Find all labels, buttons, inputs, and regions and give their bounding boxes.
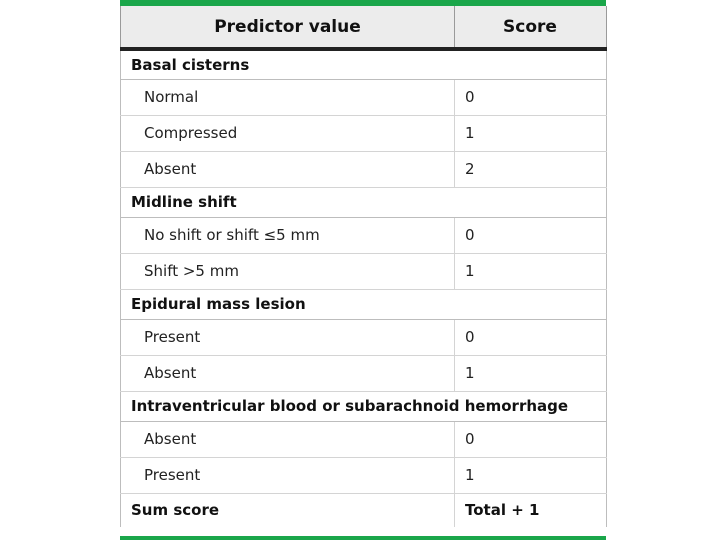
- item-score: 1: [455, 115, 607, 151]
- group-row-intraventricular-blood: [121, 391, 607, 421]
- sum-score-row: [121, 493, 607, 527]
- item-score: 0: [455, 79, 607, 115]
- table-row: [121, 355, 607, 391]
- item-score: 2: [455, 151, 607, 187]
- item-label: Normal: [121, 79, 455, 115]
- group-row-midline-shift: [121, 187, 607, 217]
- item-score: 1: [455, 457, 607, 493]
- table-row: [121, 319, 607, 355]
- item-score: 1: [455, 253, 607, 289]
- group-title: Intraventricular blood or subarachnoid hemorrhage: [121, 391, 607, 421]
- sum-score-value: Total + 1: [455, 493, 607, 527]
- group-row-basal-cisterns: [121, 49, 607, 79]
- header-score: Score: [455, 6, 607, 49]
- item-score: 0: [455, 319, 607, 355]
- sum-score-label: Sum score: [121, 493, 455, 527]
- score-table-container: [120, 0, 606, 540]
- table-row: [121, 79, 607, 115]
- item-label: Present: [121, 319, 455, 355]
- table-row: [121, 421, 607, 457]
- item-label: Absent: [121, 151, 455, 187]
- group-row-epidural-mass-lesion: [121, 289, 607, 319]
- item-label: Absent: [121, 421, 455, 457]
- item-label: Shift >5 mm: [121, 253, 455, 289]
- table-row: [121, 457, 607, 493]
- group-title: Midline shift: [121, 187, 607, 217]
- group-title: Epidural mass lesion: [121, 289, 607, 319]
- item-score: 0: [455, 217, 607, 253]
- table-row: [121, 115, 607, 151]
- item-label: Absent: [121, 355, 455, 391]
- item-score: 1: [455, 355, 607, 391]
- item-label: No shift or shift ≤5 mm: [121, 217, 455, 253]
- table-row: [121, 151, 607, 187]
- item-label: Compressed: [121, 115, 455, 151]
- header-predictor-value: Predictor value: [121, 6, 455, 49]
- item-label: Present: [121, 457, 455, 493]
- table-row: [121, 217, 607, 253]
- item-score: 0: [455, 421, 607, 457]
- table-row: [121, 253, 607, 289]
- table-header-row: [121, 6, 607, 49]
- score-table: [120, 6, 607, 527]
- group-title: Basal cisterns: [121, 49, 607, 79]
